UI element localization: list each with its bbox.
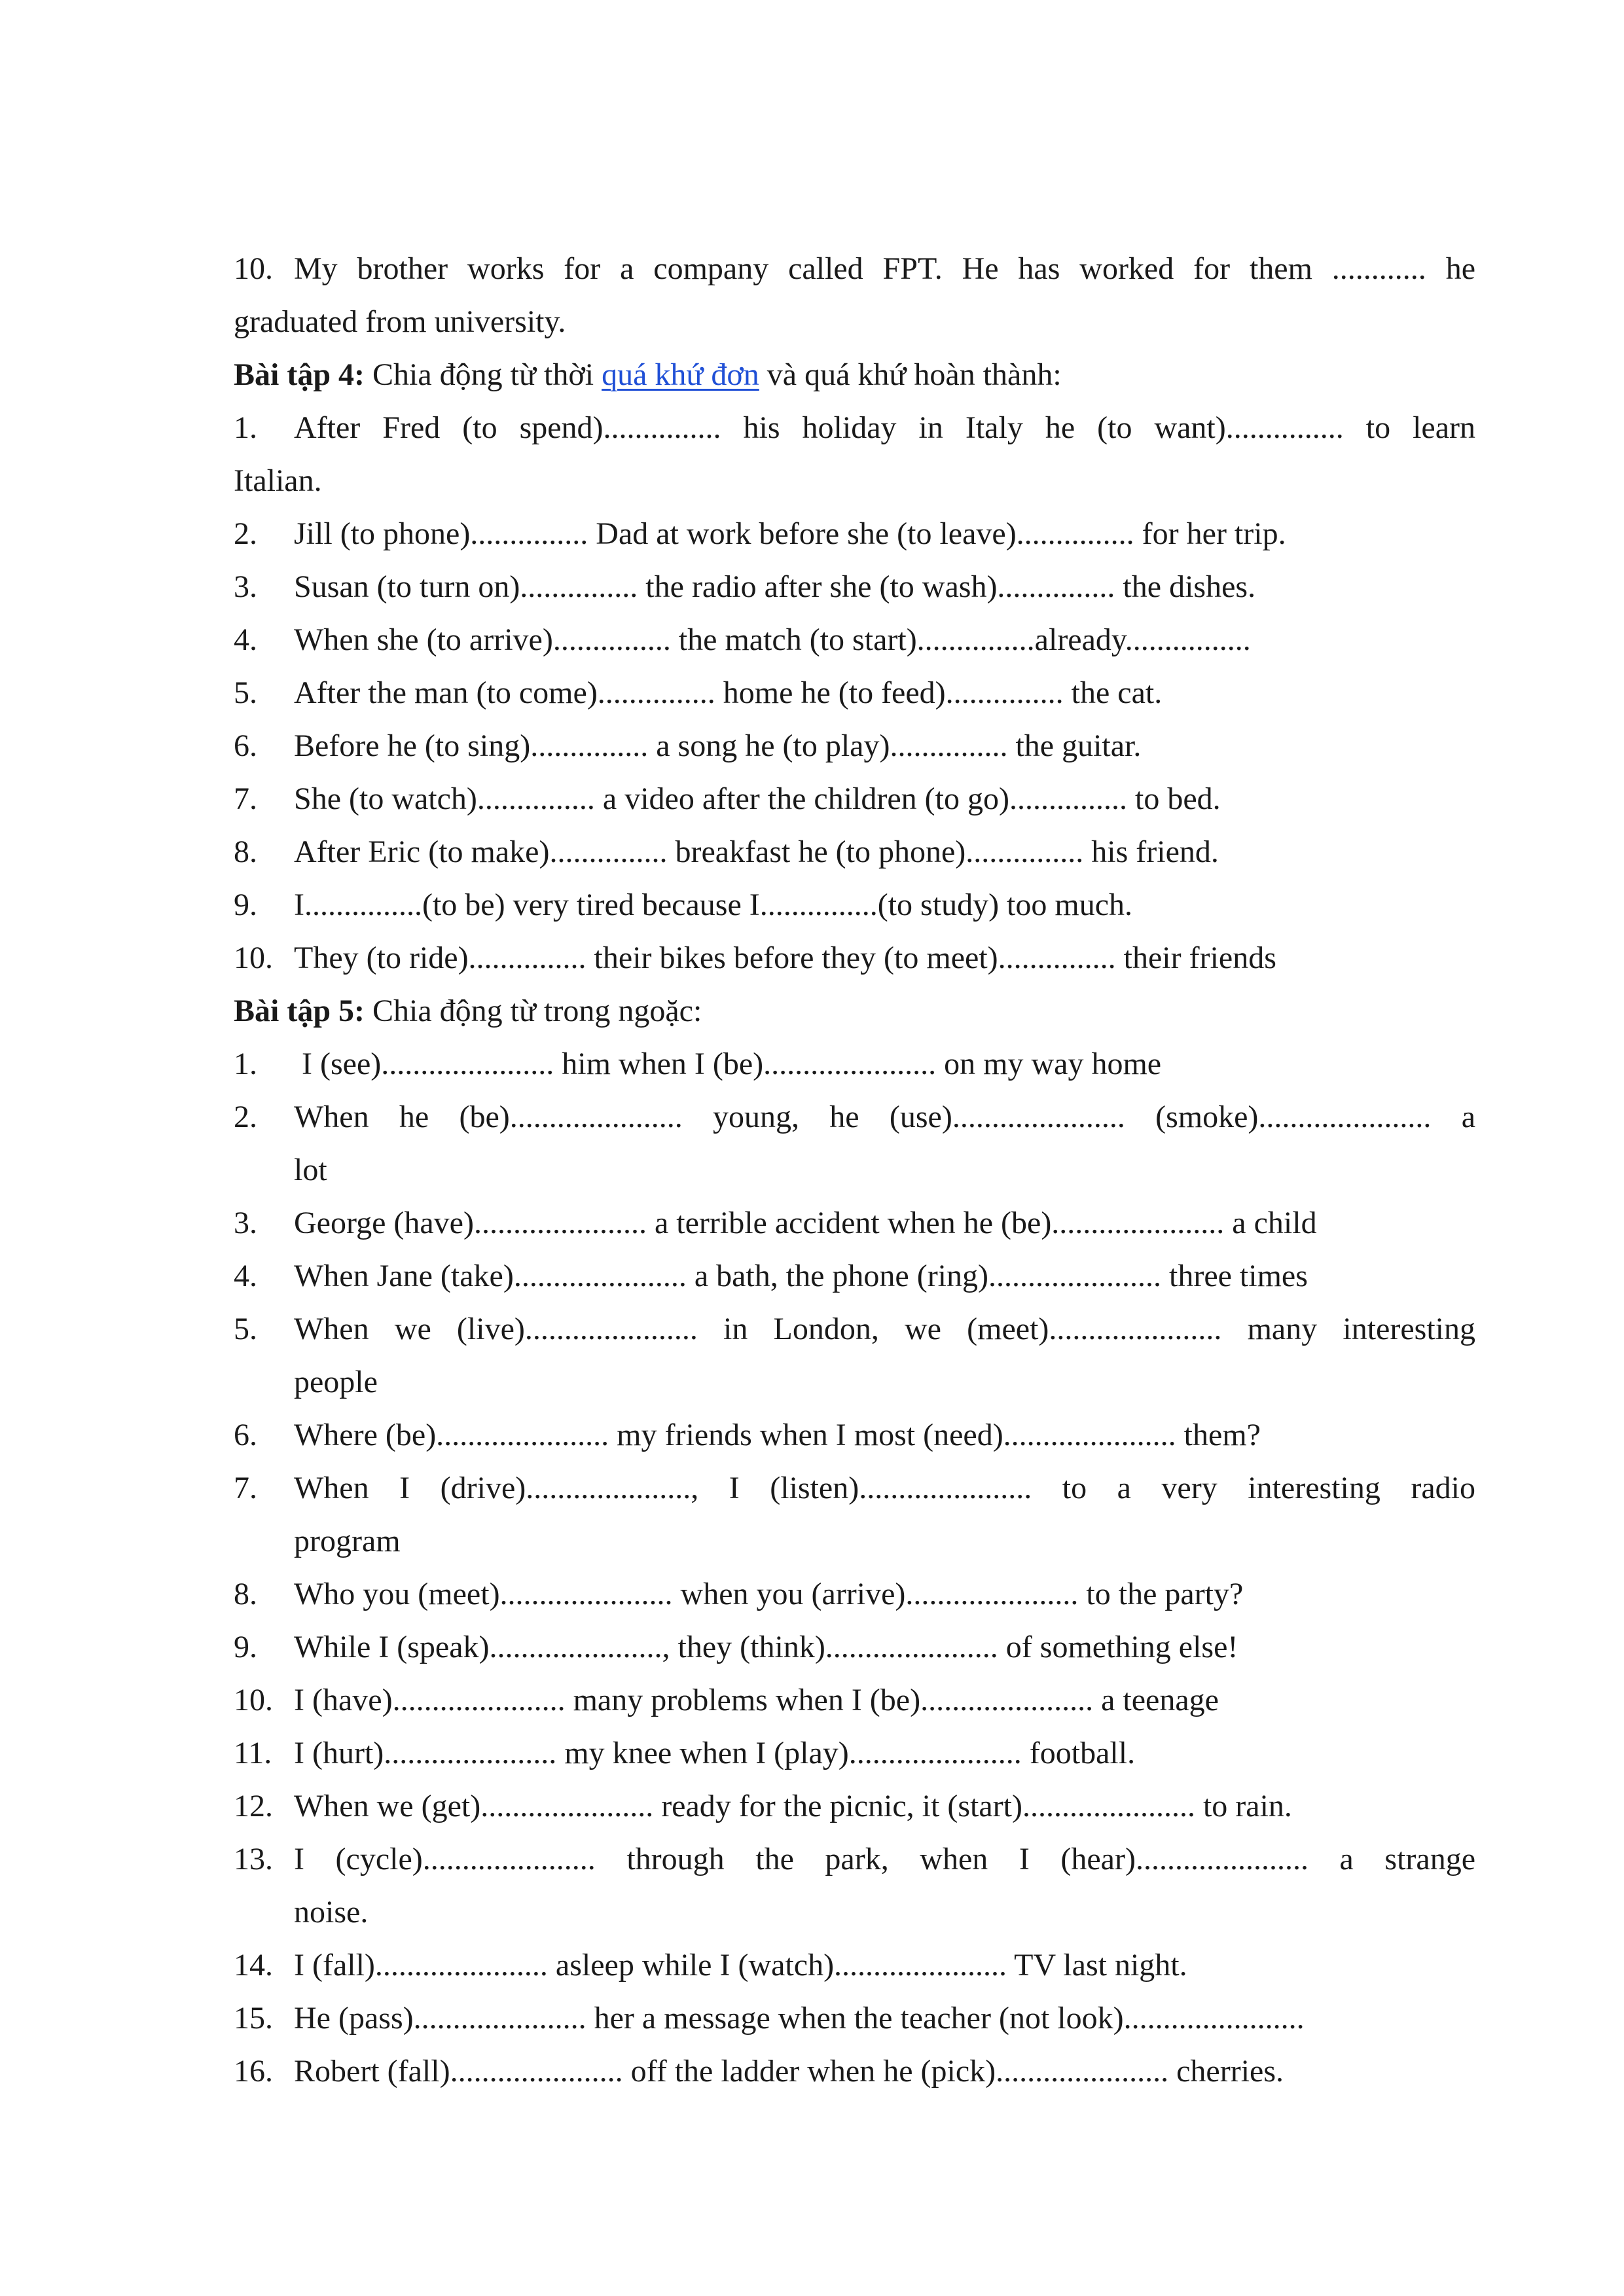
item-text: When he (be)...................... young, he (use)...................... (smoke)...................... a <box>294 1100 1475 1134</box>
item-number: 6. <box>234 728 257 763</box>
list-item <box>234 666 1475 719</box>
list-item <box>234 1408 1475 1462</box>
item-number: 10. <box>234 1683 273 1717</box>
list-item <box>234 1939 1475 1992</box>
item-number: 7. <box>234 1471 257 1505</box>
item-text: Who you (meet)...................... when you (arrive)...................... to the party? <box>294 1577 1244 1611</box>
item-text: When she (to arrive)............... the match (to start)...............already................ <box>294 622 1251 657</box>
item-text: After Fred (to spend)............... his holiday in Italy he (to want)............... to learn <box>294 410 1475 445</box>
item-text: She (to watch)............... a video after the children (to go)............... to bed. <box>294 781 1221 816</box>
exercise-5-text: Chia động từ trong ngoặc: <box>372 994 702 1028</box>
exercise-5-heading <box>234 984 1475 1037</box>
item-number: 11. <box>234 1736 272 1770</box>
list-item <box>234 1090 1475 1196</box>
item-continuation: program <box>294 1524 401 1558</box>
item-text: When Jane (take)...................... a bath, the phone (ring)...................... three times <box>294 1259 1308 1293</box>
list-item <box>234 1568 1475 1621</box>
item-text: While I (speak)......................, they (think)...................... of something else! <box>294 1630 1238 1664</box>
item-number: 9. <box>234 1630 257 1664</box>
item-number: 8. <box>234 834 257 869</box>
item-text: After the man (to come)............... home he (to feed)............... the cat. <box>294 675 1163 710</box>
item-number: 8. <box>234 1577 257 1611</box>
list-item <box>234 1462 1475 1568</box>
item-text: George (have)...................... a terrible accident when he (be)...................... a child <box>294 1206 1317 1240</box>
item-number: 1. <box>234 410 257 445</box>
item-text: My brother works for a company called FPT. He has worked for them ............ he <box>294 251 1475 286</box>
item-number: 10. <box>234 941 273 975</box>
item-text: Robert (fall)...................... off the ladder when he (pick)...................... cherries. <box>294 2054 1284 2089</box>
exercise-4-text-before: Chia động từ thời <box>372 357 594 392</box>
item-number: 3. <box>234 1206 257 1240</box>
item-text: Susan (to turn on)............... the radio after she (to wash)............... the dishes. <box>294 569 1256 604</box>
list-item <box>234 1833 1475 1939</box>
list-item <box>234 1196 1475 1249</box>
item-number: 16. <box>234 2054 273 2089</box>
list-item <box>234 1621 1475 1674</box>
item-text: When I (drive)....................., I (listen)...................... to a very interesting radio <box>294 1471 1475 1505</box>
item-text: They (to ride)............... their bikes before they (to meet)............... their friends <box>294 941 1276 975</box>
item-number: 2. <box>234 516 257 551</box>
item-text: After Eric (to make)............... breakfast he (to phone)............... his friend. <box>294 834 1219 869</box>
item-text: He (pass)...................... her a message when the teacher (not look)....................... <box>294 2001 1305 2036</box>
item-continuation: people <box>294 1365 378 1399</box>
item-continuation: lot <box>294 1153 327 1187</box>
item-number: 5. <box>234 1312 257 1346</box>
list-item <box>234 1992 1475 2045</box>
list-item <box>234 1249 1475 1302</box>
item-text: Where (be)...................... my friends when I most (need)...................... them? <box>294 1418 1261 1452</box>
exercise-4-text-after: và quá khứ hoàn thành: <box>767 357 1062 392</box>
item-number: 1. <box>234 1047 257 1081</box>
item-number: 2. <box>234 1100 257 1134</box>
item-number: 13. <box>234 1842 273 1876</box>
list-item <box>234 825 1475 878</box>
item-text: Before he (to sing)............... a song he (to play)............... the guitar. <box>294 728 1142 763</box>
list-item <box>234 1727 1475 1780</box>
item-number: 12. <box>234 1789 273 1823</box>
exercise-5-label: Bài tập 5: <box>234 994 365 1028</box>
item-text: I (see)...................... him when I (be)...................... on my way home <box>294 1047 1162 1081</box>
item-number: 4. <box>234 1259 257 1293</box>
intro-item <box>234 242 1475 295</box>
list-item <box>234 1780 1475 1833</box>
item-number: 4. <box>234 622 257 657</box>
item-number: 3. <box>234 569 257 604</box>
list-item <box>234 1037 1475 1090</box>
list-item <box>234 1674 1475 1727</box>
item-number: 7. <box>234 781 257 816</box>
exercise-4-label: Bài tập 4: <box>234 357 365 392</box>
list-item <box>234 719 1475 772</box>
item-number: 14. <box>234 1948 273 1982</box>
list-item <box>234 401 1475 454</box>
item-number: 9. <box>234 888 257 922</box>
item-continuation: graduated from university. <box>234 304 566 339</box>
list-item <box>234 931 1475 984</box>
item-continuation: noise. <box>294 1895 369 1929</box>
item-number: 6. <box>234 1418 257 1452</box>
list-item <box>234 507 1475 560</box>
item-number: 5. <box>234 675 257 710</box>
item-text: I...............(to be) very tired because I...............(to study) too much. <box>294 888 1133 922</box>
list-item <box>234 560 1475 613</box>
item-text: I (hurt)...................... my knee when I (play)...................... football. <box>294 1736 1136 1770</box>
item-text: Jill (to phone)............... Dad at work before she (to leave)............... for her trip. <box>294 516 1286 551</box>
item-text: When we (get)...................... ready for the picnic, it (start)...................... to rain. <box>294 1789 1292 1823</box>
exercise-4-heading <box>234 348 1475 401</box>
document-page <box>234 242 1475 2098</box>
list-item <box>234 2045 1475 2098</box>
exercise-4-link[interactable]: quá khứ đơn <box>602 357 759 392</box>
item-number: 10. <box>234 251 273 286</box>
item-text: I (cycle)...................... through the park, when I (hear)...................... a strange <box>294 1842 1475 1876</box>
item-number: 15. <box>234 2001 273 2036</box>
list-item <box>234 1302 1475 1408</box>
item-text: When we (live)...................... in London, we (meet)...................... many interesting <box>294 1312 1475 1346</box>
item-text: I (fall)...................... asleep while I (watch)...................... TV last night. <box>294 1948 1187 1982</box>
item-text: I (have)...................... many problems when I (be)...................... a teenage <box>294 1683 1219 1717</box>
item-continuation: Italian. <box>234 463 322 498</box>
list-item <box>234 878 1475 931</box>
list-item <box>234 613 1475 666</box>
list-item <box>234 772 1475 825</box>
